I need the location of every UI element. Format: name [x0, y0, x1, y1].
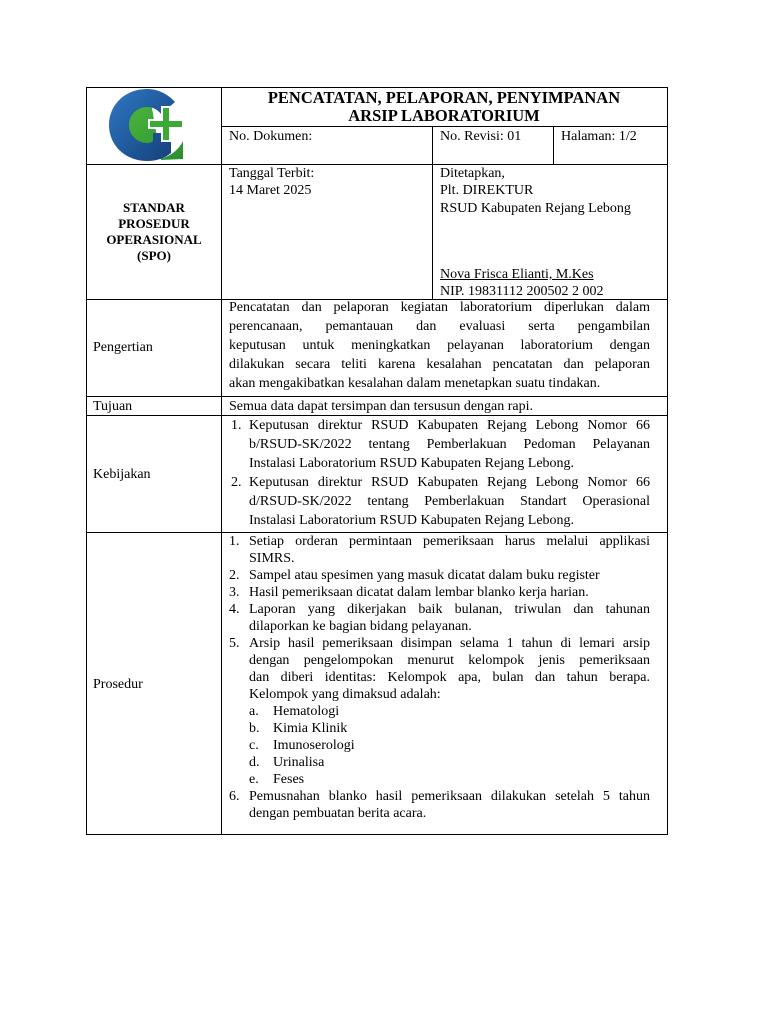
sub-list-item [229, 720, 650, 737]
list-item [229, 601, 650, 635]
sub-list-letter: b. [249, 721, 260, 736]
title-line-2: ARSIP LABORATORIUM [348, 106, 540, 125]
list-number: 1. [229, 534, 240, 549]
cell-divider-docno [432, 126, 433, 300]
signatory-name: Nova Frisca Elianti, M.Kes [440, 267, 594, 282]
list-line: Keputusan direktur RSUD Kabupaten Rejang Lebong Nomor 66 [249, 418, 650, 433]
cell-divider-revisi [553, 126, 554, 165]
list-item [229, 635, 650, 703]
institution-name: RSUD Kabupaten Rejang Lebong [440, 201, 631, 216]
prosedur-list [229, 533, 650, 822]
table-border-bottom [86, 834, 668, 835]
list-line: d/RSUD-SK/2022 tentang Pemberlakuan Standart Operasional [249, 494, 650, 509]
tujuan-text: Semua data dapat tersimpan dan tersusun dengan rapi. [229, 399, 534, 414]
spo-line-2: PROSEDUR [118, 216, 190, 231]
list-number: 4. [229, 602, 240, 617]
list-line: b/RSUD-SK/2022 tentang Pemberlakuan Pedoman Pelayanan [249, 437, 650, 452]
list-number: 3. [229, 585, 240, 600]
sub-list-letter: a. [249, 704, 259, 719]
title-line-1: PENCATATAN, PELAPORAN, PENYIMPANAN [267, 88, 621, 107]
doc-number-label: No. Dokumen: [229, 129, 313, 144]
header-title-divider [221, 126, 668, 127]
list-line: Pemusnahan blanko hasil pemeriksaan dilakukan setelah 5 tahun [249, 789, 650, 804]
set-by-label: Ditetapkan, [440, 166, 505, 181]
director-position: Plt. DIREKTUR [440, 183, 534, 198]
column-divider [221, 87, 222, 835]
sub-list-text: Urinalisa [273, 755, 325, 770]
sub-list-text: Feses [273, 772, 305, 787]
list-number: 1. [231, 418, 242, 433]
sub-list-letter: e. [249, 772, 259, 787]
list-item [229, 567, 650, 584]
row-divider-pengertian [86, 396, 668, 397]
issue-date: 14 Maret 2025 [229, 183, 312, 198]
list-line: Setiap orderan permintaan pemeriksaan harus melalui applikasi [249, 534, 650, 549]
sub-list-letter: c. [249, 738, 259, 753]
list-line: Instalasi Laboratorium RSUD Kabupaten Rejang Lebong. [249, 456, 575, 471]
row-label-pengertian: Pengertian [93, 340, 153, 355]
list-item [229, 533, 650, 567]
spo-line-3: OPERASIONAL [106, 232, 202, 247]
spo-line-1: STANDAR [123, 200, 185, 215]
pengertian-line: dilakukan secara teliti karena kesalahan pencatatan dan pelaporan [229, 357, 650, 372]
list-line: Instalasi Laboratorium RSUD Kabupaten Rejang Lebong. [249, 513, 575, 528]
signatory-nip: NIP. 19831112 200502 2 002 [440, 284, 604, 299]
sub-list-item [229, 771, 650, 788]
sub-list-item [229, 737, 650, 754]
list-item [229, 416, 650, 473]
hospital-logo [109, 89, 187, 162]
list-item [229, 788, 650, 822]
list-item [229, 473, 650, 530]
hospital-logo-icon [109, 89, 187, 162]
list-number: 2. [229, 568, 240, 583]
pengertian-text [229, 298, 650, 393]
issue-date-label: Tanggal Terbit: [229, 166, 315, 181]
list-line: Arsip hasil pemeriksaan disimpan selama 1 tahun di lemari arsip [249, 636, 650, 651]
row-label-kebijakan: Kebijakan [93, 467, 151, 482]
list-number: 5. [229, 636, 240, 651]
sub-list-text: Hematologi [273, 704, 340, 719]
list-line: Laporan yang dikerjakan baik bulanan, triwulan dan tahunan [249, 602, 650, 617]
document-title [222, 89, 666, 125]
spo-label [87, 200, 221, 264]
list-line: dilaporkan ke bagian bidang pelayanan. [249, 619, 472, 634]
list-line: SIMRS. [249, 551, 295, 566]
revision-number: No. Revisi: 01 [440, 129, 522, 144]
sub-list-letter: d. [249, 755, 260, 770]
list-line: dengan pengelompokan menurut kelompok jenis pemeriksaan [249, 653, 650, 668]
page-number: Halaman: 1/2 [561, 129, 637, 144]
list-line: Kelompok yang dimaksud adalah: [249, 687, 441, 702]
list-item [229, 584, 650, 601]
list-line: dengan pembuatan berita acara. [249, 806, 427, 821]
pengertian-line: keputusan untuk meningkatkan pelayanan laboratorium dengan [229, 338, 650, 353]
kebijakan-list [229, 416, 650, 530]
sub-list-text: Kimia Klinik [273, 721, 348, 736]
list-number: 6. [229, 789, 240, 804]
spo-line-4: (SPO) [137, 248, 171, 263]
list-line: Keputusan direktur RSUD Kabupaten Rejang Lebong Nomor 66 [249, 475, 650, 490]
pengertian-line: perencanaan, pemantauan dan evaluasi serta pengambilan [229, 319, 650, 334]
list-line: dan diberi identitas: Kelompok apa, bulan dan tahun berapa. [249, 670, 650, 685]
pengertian-line: akan mengakibatkan kesalahan dalam menetapkan suatu tindakan. [229, 376, 601, 391]
sub-list-text: Imunoserologi [273, 738, 355, 753]
table-border-right [667, 87, 668, 835]
sub-list-item [229, 703, 650, 720]
sub-list-item [229, 754, 650, 771]
list-line: Sampel atau spesimen yang masuk dicatat dalam buku register [249, 568, 600, 583]
row-label-prosedur: Prosedur [93, 677, 143, 692]
list-line: Hasil pemeriksaan dicatat dalam lembar blanko kerja harian. [249, 585, 589, 600]
pengertian-line: Pencatatan dan pelaporan kegiatan laboratorium diperlukan dalam [229, 300, 650, 315]
row-divider-header [86, 164, 668, 165]
row-label-tujuan: Tujuan [93, 399, 133, 414]
list-number: 2. [231, 475, 242, 490]
